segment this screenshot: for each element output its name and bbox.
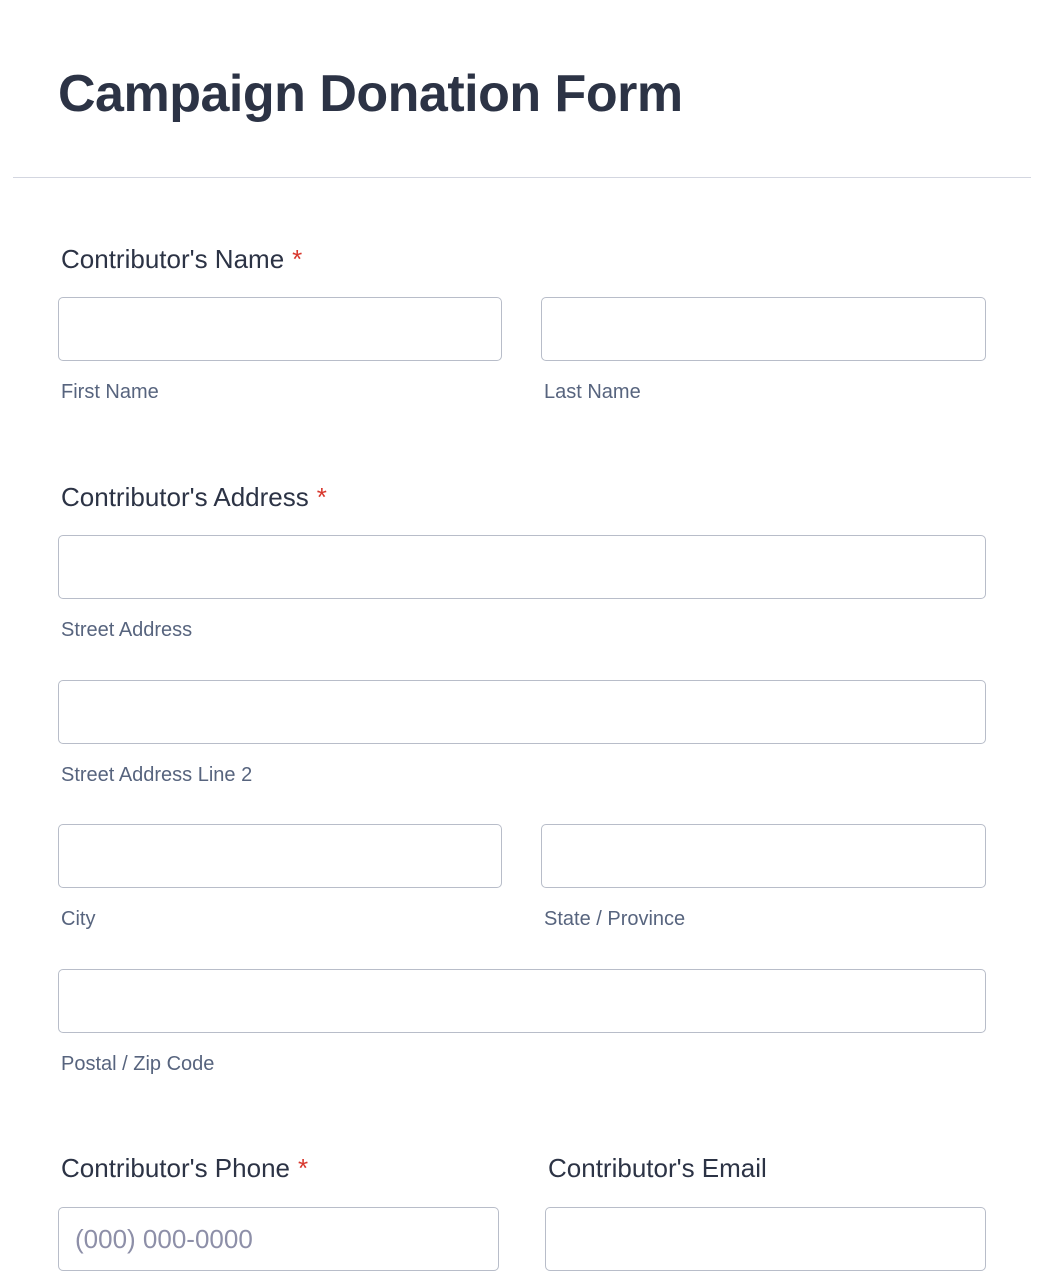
- name-label: [61, 243, 302, 275]
- last-name-input[interactable]: [541, 297, 986, 361]
- street-address-line2-sublabel: Street Address Line 2: [61, 764, 253, 786]
- last-name-sublabel: Last Name: [544, 381, 641, 403]
- street-address-line2-input[interactable]: [58, 680, 986, 744]
- city-input[interactable]: [58, 824, 502, 888]
- email-input[interactable]: [545, 1207, 986, 1271]
- form-title: Campaign Donation Form: [58, 65, 683, 123]
- phone-label-text: Contributor's Phone: [61, 1153, 290, 1183]
- address-label-text: Contributor's Address: [61, 482, 309, 512]
- street-address-sublabel: Street Address: [61, 619, 193, 641]
- address-required-mark: *: [316, 482, 327, 512]
- state-province-sublabel: State / Province: [544, 908, 686, 930]
- first-name-sublabel: First Name: [61, 381, 159, 403]
- state-province-input[interactable]: [541, 824, 986, 888]
- phone-label: [61, 1152, 308, 1184]
- email-label: [548, 1152, 767, 1184]
- address-label: [61, 481, 327, 513]
- name-required-mark: *: [292, 244, 303, 274]
- name-label-text: Contributor's Name: [61, 244, 285, 274]
- first-name-input[interactable]: [58, 297, 502, 361]
- email-label-text: Contributor's Email: [548, 1153, 767, 1183]
- phone-input[interactable]: [58, 1207, 499, 1271]
- city-sublabel: City: [61, 908, 96, 930]
- header-divider: [13, 177, 1031, 178]
- postal-zip-input[interactable]: [58, 969, 986, 1033]
- street-address-input[interactable]: [58, 535, 986, 599]
- phone-required-mark: *: [298, 1153, 309, 1183]
- postal-zip-sublabel: Postal / Zip Code: [61, 1053, 215, 1075]
